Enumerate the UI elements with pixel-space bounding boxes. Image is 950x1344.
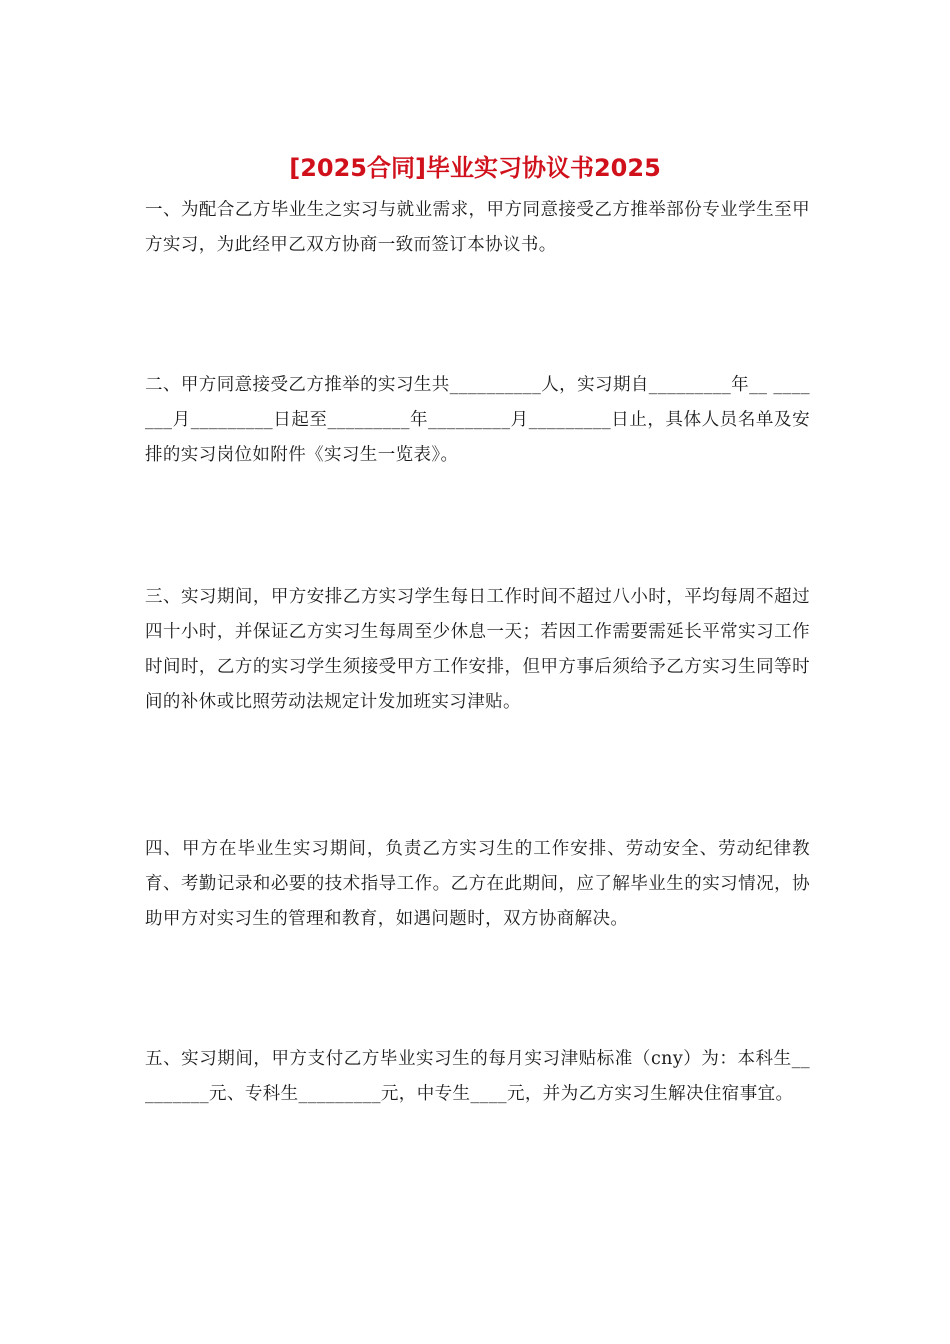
clause-2-paragraph: 二、甲方同意接受乙方推举的实习生共__________人，实习期自_________年__ _______月_________日起至_________年_________月_________日止，具体人员名单及安排的实习岗位如附件《实习生一览表》。 [145,375,810,465]
clause-4-paragraph: 四、甲方在毕业生实习期间，负责乙方实习生的工作安排、劳动安全、劳动纪律教育、考勤记录和必要的技术指导工作。乙方在此期间，应了解毕业生的实习情况，协助甲方对实习生的管理和教育，如遇问题时，双方协商解决。 [145,839,810,929]
clause-5-paragraph: 五、实习期间，甲方支付乙方毕业实习生的每月实习津贴标准（cny）为：本科生_________元、专科生_________元，中专生____元，并为乙方实习生解决住宿事宜。 [145,1049,810,1104]
document-title: [2025合同]毕业实习协议书2025 [289,154,661,182]
clause-1-paragraph: 一、为配合乙方毕业生之实习与就业需求，甲方同意接受乙方推举部份专业学生至甲方实习，为此经甲乙双方协商一致而签订本协议书。 [145,200,810,255]
clause-3-paragraph: 三、实习期间，甲方安排乙方实习学生每日工作时间不超过八小时，平均每周不超过四十小时，并保证乙方实习生每周至少休息一天；若因工作需要需延长平常实习工作时间时，乙方的实习学生须接受甲方工作安排，但甲方事后须给予乙方实习生同等时间的补休或比照劳动法规定计发加班实习津贴。 [145,587,810,712]
